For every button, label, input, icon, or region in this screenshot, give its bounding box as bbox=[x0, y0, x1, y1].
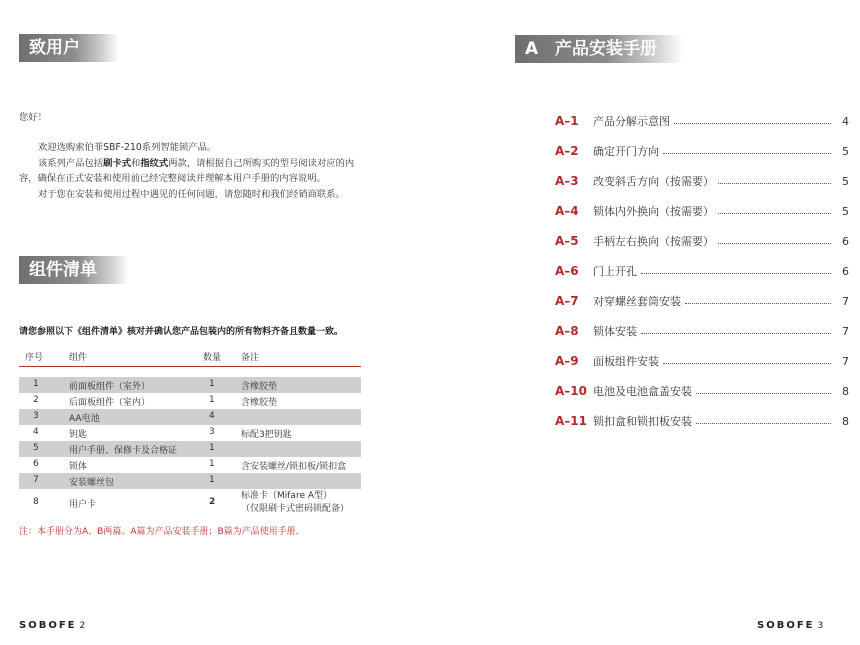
toc-leader-dots bbox=[663, 153, 831, 154]
greeting-text: 您好！ bbox=[19, 112, 47, 123]
table-row: 4 钥匙 3 标配3把钥匙 bbox=[33, 427, 292, 440]
bold-card-type: 刷卡式 bbox=[103, 157, 131, 169]
toc-title: 手柄左右换向（按需要） bbox=[593, 235, 714, 248]
table-row: 1 前面板组件（室外） 1 含橡胶垫 bbox=[19, 377, 361, 393]
intro-text bbox=[19, 140, 364, 202]
toc-item[interactable] bbox=[555, 406, 849, 436]
toc-title: 锁体内外换向（按需要） bbox=[593, 205, 714, 218]
toc-title: 产品分解示意图 bbox=[593, 115, 670, 128]
toc-leader-dots bbox=[696, 423, 831, 424]
toc-code: A–3 bbox=[555, 174, 579, 188]
toc-code: A–6 bbox=[555, 264, 579, 278]
toc-page-number: 7 bbox=[842, 294, 849, 308]
toc-item[interactable] bbox=[555, 286, 849, 316]
toc-code: A–10 bbox=[555, 384, 587, 398]
toc-leader-dots bbox=[663, 363, 831, 364]
page-number: 3 bbox=[817, 621, 824, 631]
toc-page-number: 6 bbox=[842, 234, 849, 248]
section-title-to-user: 致用户 bbox=[19, 34, 119, 62]
toc-code: A–7 bbox=[555, 294, 579, 308]
toc-code: A–1 bbox=[555, 114, 579, 128]
bold-fingerprint-type: 指纹式 bbox=[140, 157, 169, 169]
checklist-note: 请您参照以下《组件清单》核对并确认您产品包装内的所有物料齐备且数量一致。 bbox=[19, 327, 344, 337]
toc-title: 改变斜舌方向（按需要） bbox=[593, 175, 714, 188]
toc-title: 面板组件安装 bbox=[593, 355, 659, 368]
page-number: 2 bbox=[79, 621, 86, 631]
toc-item[interactable] bbox=[555, 166, 849, 196]
footnote: 注：本手册分为A、B两篇。A篇为产品安装手册；B篇为产品使用手册。 bbox=[19, 527, 305, 537]
toc-page-number: 5 bbox=[842, 144, 849, 158]
toc-leader-dots bbox=[641, 273, 831, 274]
toc-code: A–9 bbox=[555, 354, 579, 368]
toc-leader-dots bbox=[685, 303, 831, 304]
toc-code: A–2 bbox=[555, 144, 579, 158]
table-row: 5 用户手册、保修卡及合格证 1 bbox=[19, 441, 361, 457]
toc-title: 电池及电池盒盖安装 bbox=[593, 385, 692, 398]
toc-item[interactable] bbox=[555, 106, 849, 136]
toc-page-number: 8 bbox=[842, 414, 849, 428]
toc-page-number: 6 bbox=[842, 264, 849, 278]
toc-item[interactable] bbox=[555, 136, 849, 166]
brand-logo: SOBOFE 3 bbox=[757, 620, 824, 631]
toc-page-number: 5 bbox=[842, 174, 849, 188]
toc-leader-dots bbox=[696, 393, 831, 394]
intro-line-1: 欢迎选购索伯菲SBF-210系列智能锁产品。 bbox=[38, 142, 217, 153]
section-title-install-manual: A 产品安装手册 bbox=[515, 35, 683, 63]
table-row: 3 AA电池 4 bbox=[19, 409, 361, 425]
intro-line-3: 对于您在安装和使用过程中遇见的任何问题，请您随时和我们经销商联系。 bbox=[38, 188, 345, 200]
intro-line-2: 该系列产品包括刷卡式和指纹式两款，请根据自己所购买的型号阅读对应的内容，确保在正式安装和使用前已经完整阅读并理解本用户手册的内容说明。 bbox=[19, 157, 355, 184]
toc-code: A–4 bbox=[555, 204, 579, 218]
parts-table bbox=[19, 346, 361, 518]
table-row: 7 安装螺丝包 1 bbox=[19, 473, 361, 489]
toc-title: 门上开孔 bbox=[593, 265, 637, 278]
toc-leader-dots bbox=[718, 213, 831, 214]
toc-code: A–8 bbox=[555, 324, 579, 338]
brand-logo: SOBOFE 2 bbox=[19, 620, 86, 631]
section-title-parts-list: 组件清单 bbox=[19, 256, 129, 284]
toc-item[interactable] bbox=[555, 376, 849, 406]
header-remark: 备注 bbox=[241, 353, 260, 363]
toc-title: 锁扣盒和锁扣板安装 bbox=[593, 415, 692, 428]
header-no: 序号 bbox=[25, 353, 44, 363]
header-part: 组件 bbox=[69, 353, 88, 363]
toc-leader-dots bbox=[718, 183, 831, 184]
header-qty: 数量 bbox=[203, 353, 222, 363]
toc-item[interactable] bbox=[555, 316, 849, 346]
toc-page-number: 5 bbox=[842, 204, 849, 218]
table-header bbox=[19, 346, 361, 367]
toc-item[interactable] bbox=[555, 226, 849, 256]
toc-title: 对穿螺丝套筒安装 bbox=[593, 295, 681, 308]
toc-item[interactable] bbox=[555, 346, 849, 376]
table-row: 8 用户卡 2 标准卡（Mifare A型） （仅限刷卡式密码锁配备） bbox=[33, 491, 350, 514]
table-of-contents bbox=[555, 106, 849, 436]
toc-leader-dots bbox=[718, 243, 831, 244]
toc-leader-dots bbox=[641, 333, 831, 334]
toc-page-number: 8 bbox=[842, 384, 849, 398]
toc-page-number: 7 bbox=[842, 354, 849, 368]
toc-code: A–11 bbox=[555, 414, 587, 428]
table-row: 2 后面板组件（室内） 1 含橡胶垫 bbox=[33, 395, 278, 408]
section-label: A bbox=[525, 39, 539, 59]
toc-item[interactable] bbox=[555, 196, 849, 226]
toc-title: 锁体安装 bbox=[593, 325, 637, 338]
toc-leader-dots bbox=[674, 123, 831, 124]
table-row: 6 锁体 1 含安装螺丝/锁扣板/锁扣盒 bbox=[33, 459, 347, 472]
toc-code: A–5 bbox=[555, 234, 579, 248]
toc-title: 确定开门方向 bbox=[593, 145, 659, 158]
toc-page-number: 7 bbox=[842, 324, 849, 338]
toc-page-number: 4 bbox=[842, 114, 849, 128]
toc-item[interactable] bbox=[555, 256, 849, 286]
